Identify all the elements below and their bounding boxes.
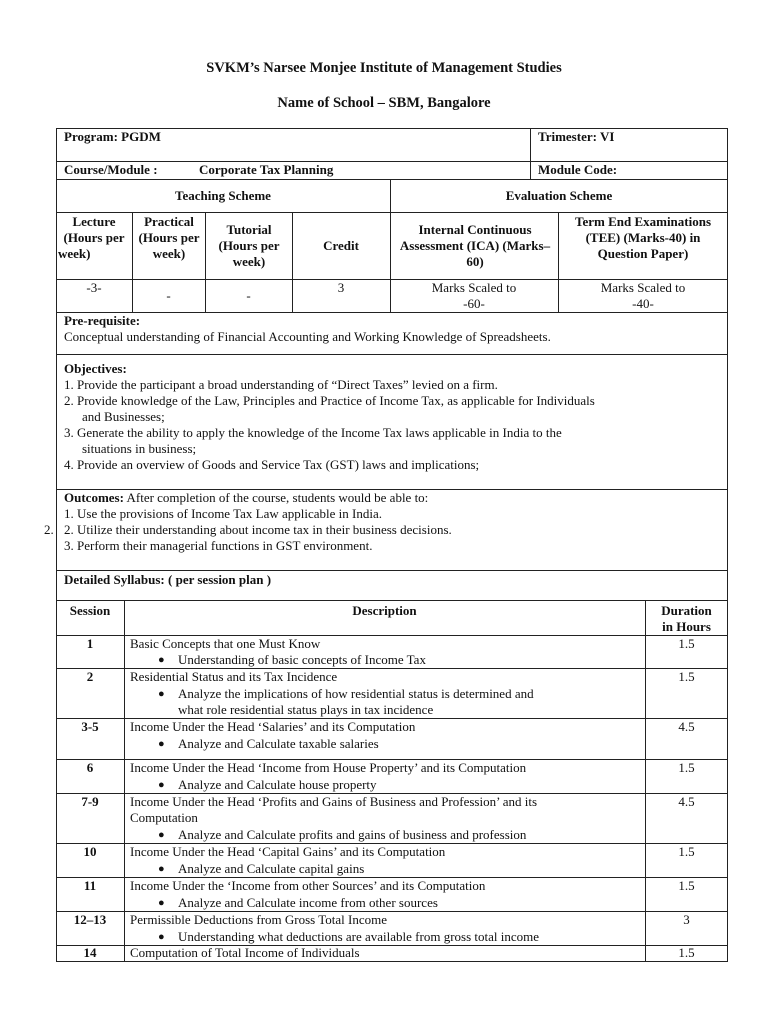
session-number: 12–13 — [73, 912, 107, 927]
prereq-title: Pre-requisite: — [64, 313, 141, 328]
session-number: 2 — [86, 669, 94, 684]
institute-title: SVKM’s Narsee Monjee Institute of Management Studies — [206, 60, 562, 76]
practical-header: Practical (Hours per week) — [138, 214, 200, 261]
objective-item: 4. Provide an overview of Goods and Service Tax (GST) laws and implications; — [64, 457, 480, 472]
margin-mark: 2. — [44, 522, 54, 537]
session-bullet: Analyze and Calculate capital gains — [178, 861, 365, 876]
session-bullet: Understanding what deductions are available from gross total income — [178, 929, 540, 944]
session-bullet: Analyze the implications of how residential status is determined and — [178, 686, 534, 701]
bullet-icon: ● — [158, 654, 165, 666]
syllabus-title: Detailed Syllabus: ( per session plan ) — [64, 572, 272, 587]
session-number: 10 — [83, 844, 97, 859]
session-title: Basic Concepts that one Must Know — [130, 636, 321, 651]
session-title: Income Under the Head ‘Income from House Property’ and its Computation — [130, 760, 527, 775]
objective-item-cont: situations in business; — [82, 441, 197, 456]
objective-item: 2. Provide knowledge of the Law, Principles and Practice of Income Tax, as applicable for Individuals — [64, 393, 595, 408]
lecture-header: Lecture (Hours per week) — [58, 214, 125, 261]
session-bullet: Analyze and Calculate income from other sources — [178, 895, 438, 910]
program-label: Program: PGDM — [64, 129, 161, 144]
bullet-icon: ● — [158, 897, 165, 909]
session-number: 11 — [83, 878, 97, 893]
session-title-cont: Computation — [130, 810, 198, 825]
bullet-icon: ● — [158, 738, 165, 750]
session-duration: 1.5 — [678, 760, 695, 775]
outcome-item: 3. Perform their managerial functions in GST environment. — [64, 538, 373, 553]
session-duration: 1.5 — [678, 669, 695, 684]
bullet-icon: ● — [158, 779, 165, 791]
session-bullet: Analyze and Calculate profits and gains of business and profession — [178, 827, 527, 842]
description-column-header: Description — [352, 603, 417, 618]
tee-header: Term End Examinations (TEE) (Marks-40) in Question Paper) — [574, 214, 712, 261]
session-bullet: Analyze and Calculate taxable salaries — [178, 736, 379, 751]
session-number: 6 — [86, 760, 94, 775]
session-bullet: Analyze and Calculate house property — [178, 777, 377, 792]
session-column-header: Session — [69, 603, 111, 618]
outcome-item: 1. Use the provisions of Income Tax Law applicable in India. — [64, 506, 382, 521]
session-number: 3-5 — [81, 719, 99, 734]
outcomes-heading — [64, 490, 428, 506]
session-duration: 1.5 — [678, 945, 695, 960]
bullet-icon: ● — [158, 829, 165, 841]
session-title: Income Under the Head ‘Salaries’ and its Computation — [130, 719, 416, 734]
ica-value-line2: -60- — [463, 296, 485, 311]
credit-value: 3 — [337, 280, 345, 295]
session-bullet-cont: what role residential status plays in tax incidence — [178, 702, 434, 717]
session-duration: 1.5 — [678, 636, 695, 651]
ica-value-line1: Marks Scaled to — [431, 280, 517, 295]
session-number: 7-9 — [81, 794, 99, 809]
session-duration: 3 — [683, 912, 690, 927]
session-duration: 1.5 — [678, 844, 695, 859]
bullet-icon: ● — [158, 863, 165, 875]
session-title: Income Under the Head ‘Profits and Gains of Business and Profession’ and its — [130, 794, 538, 809]
session-duration: 4.5 — [678, 794, 695, 809]
outcomes-title: Outcomes: — [64, 490, 124, 505]
objectives-title: Objectives: — [64, 361, 127, 376]
session-title: Income Under the Head ‘Capital Gains’ and its Computation — [130, 844, 446, 859]
session-title: Computation of Total Income of Individuals — [130, 945, 360, 960]
session-duration: 1.5 — [678, 878, 695, 893]
duration-column-header-line2: in Hours — [662, 619, 711, 634]
school-title: Name of School – SBM, Bangalore — [277, 95, 491, 111]
module-label: Course/Module : — [64, 162, 158, 177]
tee-value-line1: Marks Scaled to — [600, 280, 686, 295]
tutorial-header: Tutorial (Hours per week) — [218, 222, 280, 269]
bullet-icon: ● — [158, 931, 165, 943]
evaluation-scheme-heading: Evaluation Scheme — [505, 188, 613, 203]
bullet-icon: ● — [158, 688, 165, 700]
tutorial-value: - — [246, 288, 251, 303]
teaching-scheme-heading: Teaching Scheme — [175, 188, 271, 203]
outcome-item: 2. Utilize their understanding about income tax in their business decisions. — [64, 522, 452, 537]
trimester-label: Trimester: VI — [538, 129, 615, 144]
session-number: 1 — [86, 636, 94, 651]
prereq-text: Conceptual understanding of Financial Accounting and Working Knowledge of Spreadsheets. — [64, 329, 551, 344]
objective-item: 1. Provide the participant a broad understanding of “Direct Taxes” levied on a firm. — [64, 377, 498, 392]
session-title: Permissible Deductions from Gross Total Income — [130, 912, 388, 927]
session-title: Residential Status and its Tax Incidence — [130, 669, 338, 684]
duration-column-header: Duration — [661, 603, 712, 618]
session-duration: 4.5 — [678, 719, 695, 734]
lecture-value: -3- — [86, 280, 102, 295]
objective-item-cont: and Businesses; — [82, 409, 165, 424]
module-name: Corporate Tax Planning — [199, 162, 334, 177]
session-bullet: Understanding of basic concepts of Income Tax — [178, 652, 426, 667]
session-number: 14 — [83, 945, 97, 960]
outcomes-intro: After completion of the course, students would be able to: — [126, 490, 429, 505]
session-title: Income Under the ‘Income from other Sources’ and its Computation — [130, 878, 486, 893]
practical-value: - — [166, 288, 171, 303]
objective-item: 3. Generate the ability to apply the knowledge of the Income Tax laws applicable in India to the — [64, 425, 562, 440]
ica-header: Internal Continuous Assessment (ICA) (Marks–60) — [399, 222, 551, 269]
module-code-label: Module Code: — [538, 162, 618, 177]
credit-header: Credit — [323, 238, 359, 253]
tee-value-line2: -40- — [632, 296, 654, 311]
